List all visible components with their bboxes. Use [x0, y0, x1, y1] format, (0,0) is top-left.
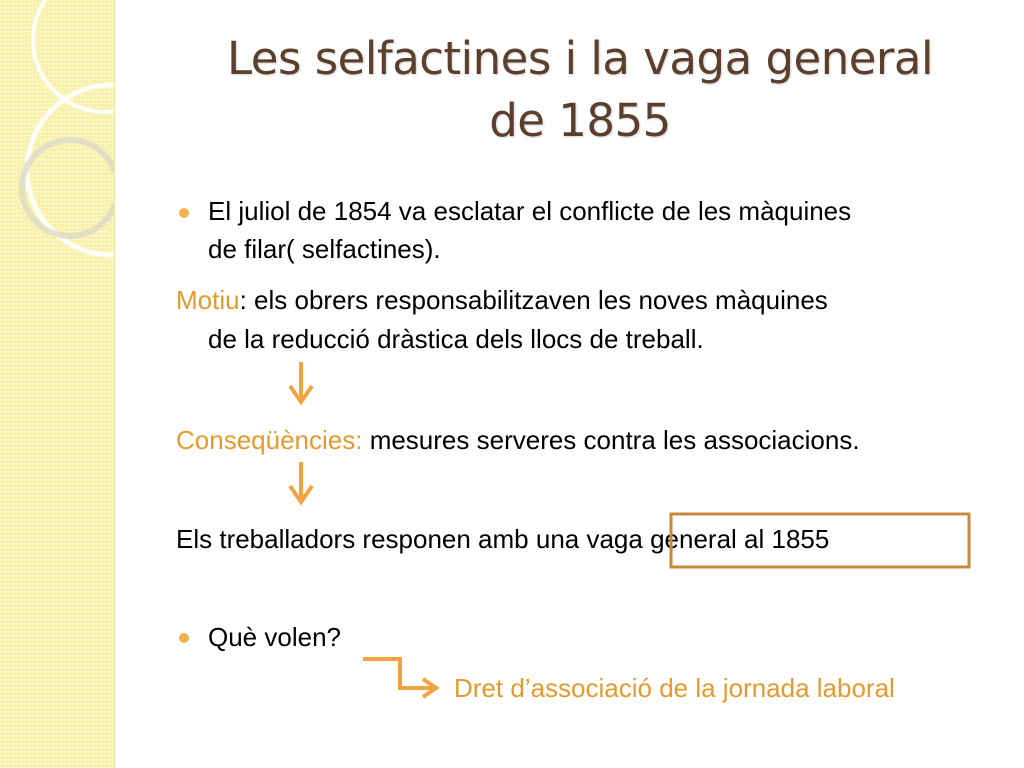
decorative-sidebar	[0, 0, 115, 768]
slide-title-line-2: de 1855	[489, 94, 671, 147]
consequencies-label: Conseqüències:	[176, 425, 363, 455]
motiu-line-1	[176, 281, 828, 319]
answer-text: Dret d’associació de la jornada laboral	[454, 673, 895, 703]
down-arrow-icon	[290, 362, 312, 402]
motiu-text: : els obrers responsabilitzaven les noves màquines	[239, 285, 828, 315]
que-volen-text: Què volen?	[208, 622, 341, 652]
slide-title	[140, 28, 1020, 152]
consequencies-text: mesures serveres contra les associacions.	[362, 425, 860, 455]
bullet-marker	[179, 633, 189, 643]
bullet-text-line-2: de filar( selfactines).	[208, 234, 441, 264]
bullet-text-line-1: El juliol de 1854 va esclatar el conflicte de les màquines	[208, 196, 852, 226]
motiu-label: Motiu	[176, 285, 240, 315]
bullet-marker	[179, 208, 189, 218]
slide-title-line-1: Les selfactines i la vaga general	[227, 32, 933, 85]
treballadors-line	[176, 520, 829, 558]
consequencies-line	[176, 421, 860, 459]
decorative-rings-icon	[0, 0, 114, 300]
vaga-general-highlight: vaga general al 1855	[586, 524, 830, 554]
motiu-line-2: de la reducció dràstica dels llocs de treball.	[208, 324, 704, 354]
elbow-arrow-icon	[363, 659, 436, 697]
treballadors-text: Els treballadors responen amb una	[176, 524, 587, 554]
down-arrow-icon	[290, 462, 312, 502]
